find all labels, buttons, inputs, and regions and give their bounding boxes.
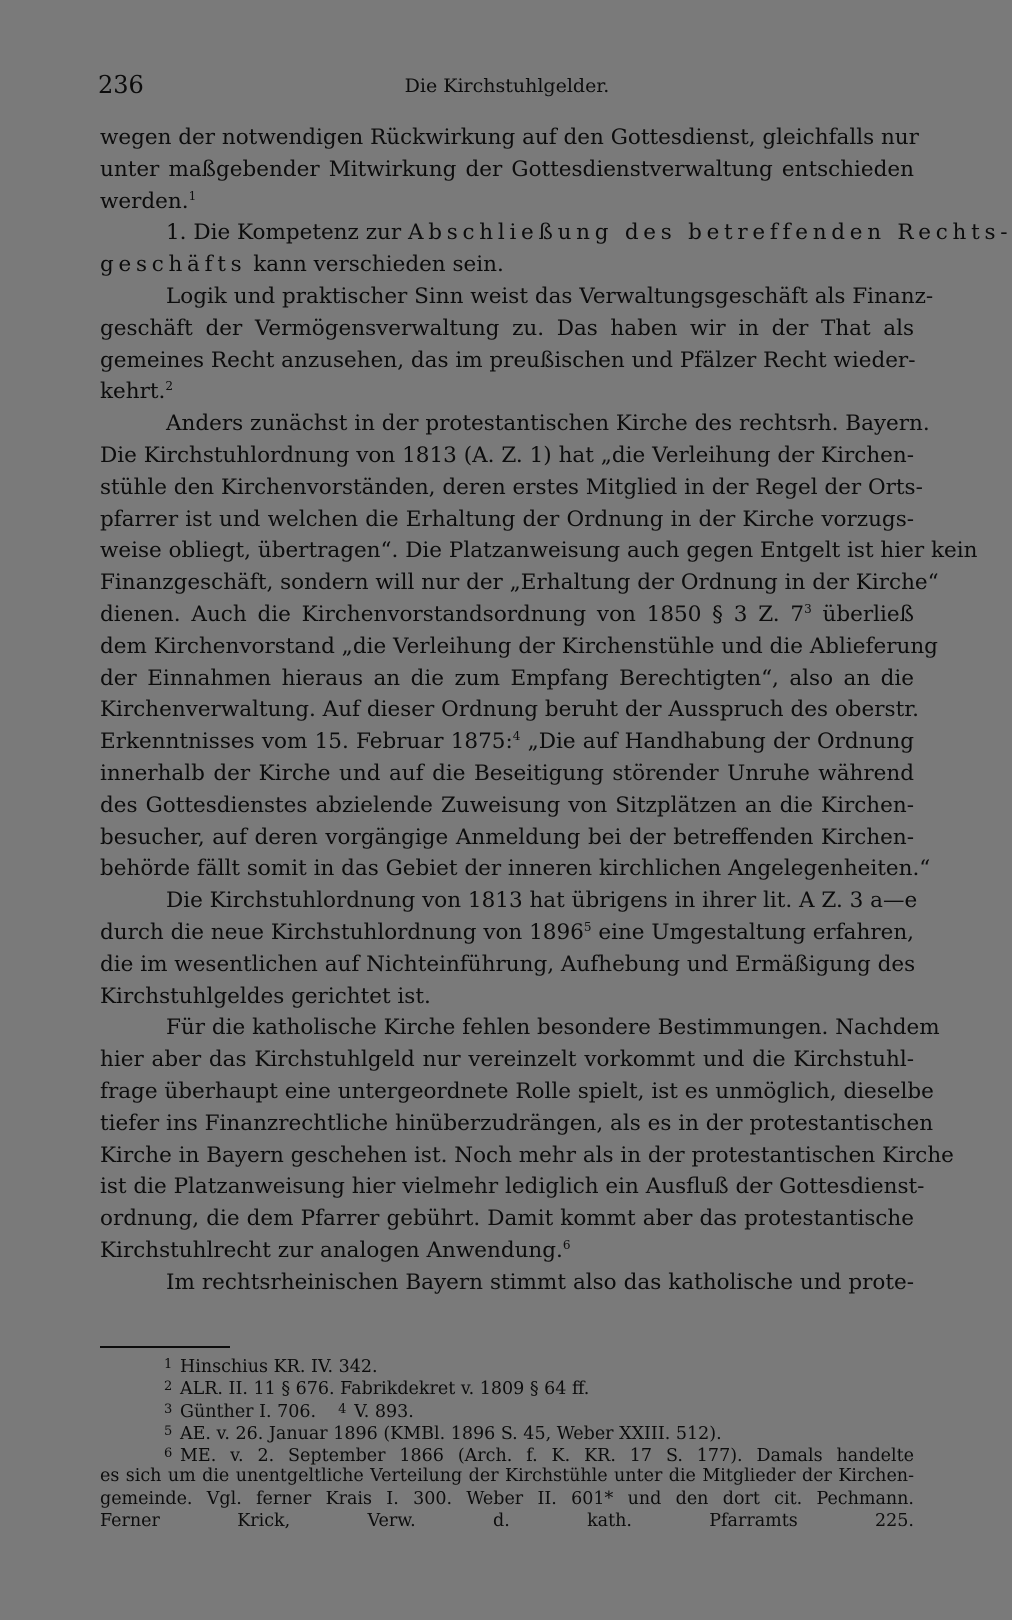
line-text: wegen der notwendigen Rückwirkung auf den Gottesdienst, gleichfalls nur bbox=[100, 125, 919, 150]
footnote-line bbox=[100, 1354, 914, 1376]
text-line bbox=[100, 376, 914, 408]
footnote-number: 2 bbox=[164, 1379, 173, 1395]
footnote-text: ALR. II. 11 § 676. Fabrikdekret v. 1809 § 64 ff. bbox=[180, 1379, 590, 1400]
text-line bbox=[100, 663, 914, 695]
text-line bbox=[100, 186, 914, 218]
line-text: „Die auf Handhabung der Ordnung bbox=[520, 729, 914, 755]
text-line bbox=[100, 790, 914, 822]
text-line bbox=[100, 472, 923, 504]
line-text: eine Umgestaltung erfahren, bbox=[591, 919, 915, 945]
text-line bbox=[100, 949, 914, 981]
footnote-separator bbox=[100, 1346, 230, 1348]
line-text: Für die katholische Kirche fehlen besondere Bestimmungen. Nachdem bbox=[166, 1015, 940, 1041]
line-text: des Gottesdienstes abzielende Zuweisung von Sitzplätzen an die Kirchen- bbox=[100, 792, 914, 818]
footnote-number: 4 bbox=[338, 1401, 347, 1417]
text-line bbox=[100, 1012, 940, 1044]
footnote-text: es sich um die unentgeltliche Verteilung der Kirchstühle unter die Mitglieder der Kirchen- bbox=[100, 1466, 914, 1487]
text-line bbox=[100, 853, 931, 885]
footnote-marker: 5 bbox=[583, 919, 592, 934]
text-line bbox=[100, 1108, 934, 1140]
footnote-text: Hinschius KR. IV. 342. bbox=[180, 1357, 378, 1377]
line-text: werden. bbox=[100, 188, 189, 214]
text-line bbox=[100, 440, 914, 472]
text-line bbox=[100, 504, 914, 536]
line-text: kehrt. bbox=[100, 379, 166, 405]
line-text: unter maßgebender Mitwirkung der Gottesdienstverwaltung entschieden bbox=[100, 156, 914, 182]
line-text: frage überhaupt eine untergeordnete Rolle spielt, ist es unmöglich, dieselbe bbox=[100, 1078, 934, 1104]
text-line bbox=[100, 822, 914, 854]
text-line bbox=[100, 599, 914, 631]
emphasized-text: Abschließung des betreffenden Rechts- bbox=[407, 220, 1012, 246]
text-line bbox=[100, 154, 914, 186]
line-text: Kirchstuhlrecht zur analogen Anwendung. bbox=[100, 1237, 563, 1263]
line-text: tiefer ins Finanzrechtliche hinüberzudrängen, als es in der protestantischen bbox=[100, 1110, 934, 1136]
footnote-line bbox=[100, 1510, 914, 1532]
line-text: die im wesentlichen auf Nichteinführung, Aufhebung und Ermäßigung des bbox=[100, 951, 916, 977]
line-text: besucher, auf deren vorgängige Anmeldung bei der betreffenden Kirchen- bbox=[100, 824, 914, 850]
line-text: innerhalb der Kirche und auf die Beseitigung störender Unruhe während bbox=[100, 760, 914, 786]
text-line bbox=[100, 535, 978, 567]
text-line bbox=[100, 726, 914, 758]
text-line bbox=[100, 313, 914, 345]
footnote-text: ME. v. 2. September 1866 (Arch. f. K. KR. 17 S. 177). Damals handelte bbox=[180, 1446, 914, 1467]
page-number: 236 bbox=[98, 71, 144, 99]
footnote-text: V. 893. bbox=[354, 1401, 414, 1422]
footnote-line bbox=[100, 1376, 914, 1398]
text-line bbox=[100, 885, 918, 917]
footnote-line bbox=[100, 1488, 914, 1510]
line-text: Im rechtsrheinischen Bayern stimmt also das katholische und prote- bbox=[166, 1269, 914, 1295]
text-line bbox=[100, 1076, 934, 1108]
footnote-line bbox=[100, 1465, 914, 1487]
footnote-line bbox=[100, 1443, 914, 1465]
footnote-marker: 3 bbox=[804, 601, 812, 616]
line-text: Kirchstuhlgeldes gerichtet ist. bbox=[100, 983, 431, 1009]
line-text: weise obliegt, übertragen“. Die Platzanweisung auch gegen Entgelt ist hier kein bbox=[100, 538, 978, 564]
line-text: Anders zunächst in der protestantischen Kirche des rechtsrh. Bayern. bbox=[166, 411, 930, 437]
footnote-text: gemeinde. Vgl. ferner Krais I. 300. Weber II. 601* und den dort cit. Pechmann. bbox=[100, 1488, 914, 1509]
line-text: dienen. Auch die Kirchenvorstandsordnung von 1850 § 3 Z. 7 bbox=[100, 601, 805, 627]
text-line bbox=[100, 1235, 914, 1267]
footnote-marker: 6 bbox=[562, 1237, 571, 1252]
line-text: durch die neue Kirchstuhlordnung von 1896 bbox=[100, 919, 584, 945]
body-text bbox=[100, 122, 1012, 1298]
text-line bbox=[100, 345, 914, 377]
text-line bbox=[100, 122, 919, 154]
text-line bbox=[100, 758, 914, 790]
line-text: kann verschieden sein. bbox=[246, 252, 504, 278]
footnote-marker: 1 bbox=[188, 188, 197, 203]
footnote-text: Ferner Krick, Verw. d. kath. Pfarramts 225. bbox=[100, 1511, 914, 1532]
page-header bbox=[98, 70, 916, 104]
footnote-text: Günther I. 706. bbox=[180, 1401, 317, 1422]
line-text: geschäft der Vermögensverwaltung zu. Das haben wir in der That als bbox=[100, 315, 914, 341]
footnote-marker: 4 bbox=[512, 728, 521, 743]
line-text: ist die Platzanweisung hier vielmehr lediglich ein Ausfluß der Gottesdienst- bbox=[100, 1174, 925, 1200]
line-text: stühle den Kirchenvorständen, deren erstes Mitglied in der Regel der Orts- bbox=[100, 474, 923, 500]
emphasized-text: geschäfts bbox=[100, 252, 247, 278]
text-line bbox=[100, 217, 1012, 249]
line-text: Die Kirchstuhlordnung von 1813 hat übrigens in ihrer lit. A Z. 3 a—e bbox=[166, 888, 918, 914]
line-text: dem Kirchenvorstand „die Verleihung der Kirchenstühle und die Ablieferung bbox=[100, 633, 938, 659]
text-line bbox=[100, 1267, 914, 1299]
footnote-number: 5 bbox=[164, 1423, 173, 1439]
text-line bbox=[100, 567, 939, 599]
line-text: Die Kirchstuhlordnung von 1813 (A. Z. 1) hat „die Verleihung der Kirchen- bbox=[100, 442, 914, 468]
text-line bbox=[100, 1203, 914, 1235]
text-line bbox=[100, 631, 938, 663]
footnote-number: 6 bbox=[164, 1446, 173, 1462]
line-text: überließ bbox=[811, 601, 914, 627]
text-line bbox=[100, 917, 914, 949]
line-text: der Einnahmen hieraus an die zum Empfang Berechtigten“, also an die bbox=[100, 665, 914, 691]
footnote-line bbox=[100, 1421, 914, 1443]
text-line bbox=[100, 249, 914, 281]
text-line bbox=[100, 408, 930, 440]
line-text: 1. Die Kompetenz zur bbox=[166, 220, 408, 246]
line-text: hier aber das Kirchstuhlgeld nur vereinzelt vorkommt und die Kirchstuhl- bbox=[100, 1047, 914, 1073]
text-line bbox=[100, 1044, 914, 1076]
footnote-number: 3 bbox=[164, 1401, 173, 1417]
footnote-marker: 2 bbox=[165, 379, 173, 394]
line-text: gemeines Recht anzusehen, das im preußischen und Pfälzer Recht wieder- bbox=[100, 347, 916, 373]
text-line bbox=[100, 281, 934, 313]
footnote-line bbox=[100, 1399, 914, 1421]
text-line bbox=[100, 981, 914, 1013]
line-text: Logik und praktischer Sinn weist das Verwaltungsgeschäft als Finanz- bbox=[166, 283, 934, 309]
line-text: pfarrer ist und welchen die Erhaltung der Ordnung in der Kirche vorzugs- bbox=[100, 506, 914, 532]
line-text: ordnung, die dem Pfarrer gebührt. Damit kommt aber das protestantische bbox=[100, 1206, 914, 1232]
footnote-number: 1 bbox=[164, 1357, 173, 1372]
running-title: Die Kirchstuhlgelder. bbox=[404, 75, 610, 97]
footnotes bbox=[100, 1354, 914, 1532]
line-text: Finanzgeschäft, sondern will nur der „Erhaltung der Ordnung in der Kirche“ bbox=[100, 570, 939, 596]
line-text: Kirche in Bayern geschehen ist. Noch mehr als in der protestantischen Kirche bbox=[100, 1142, 954, 1168]
text-line bbox=[100, 1140, 954, 1172]
line-text: Kirchenverwaltung. Auf dieser Ordnung beruht der Ausspruch des oberstr. bbox=[100, 697, 919, 723]
line-text: Erkenntnisses vom 15. Februar 1875: bbox=[100, 729, 513, 755]
text-line bbox=[100, 1171, 925, 1203]
line-text: behörde fällt somit in das Gebiet der inneren kirchlichen Angelegenheiten.“ bbox=[100, 856, 931, 882]
text-line bbox=[100, 694, 919, 726]
footnote-text: AE. v. 26. Januar 1896 (KMBl. 1896 S. 45, Weber XXIII. 512). bbox=[180, 1423, 722, 1444]
